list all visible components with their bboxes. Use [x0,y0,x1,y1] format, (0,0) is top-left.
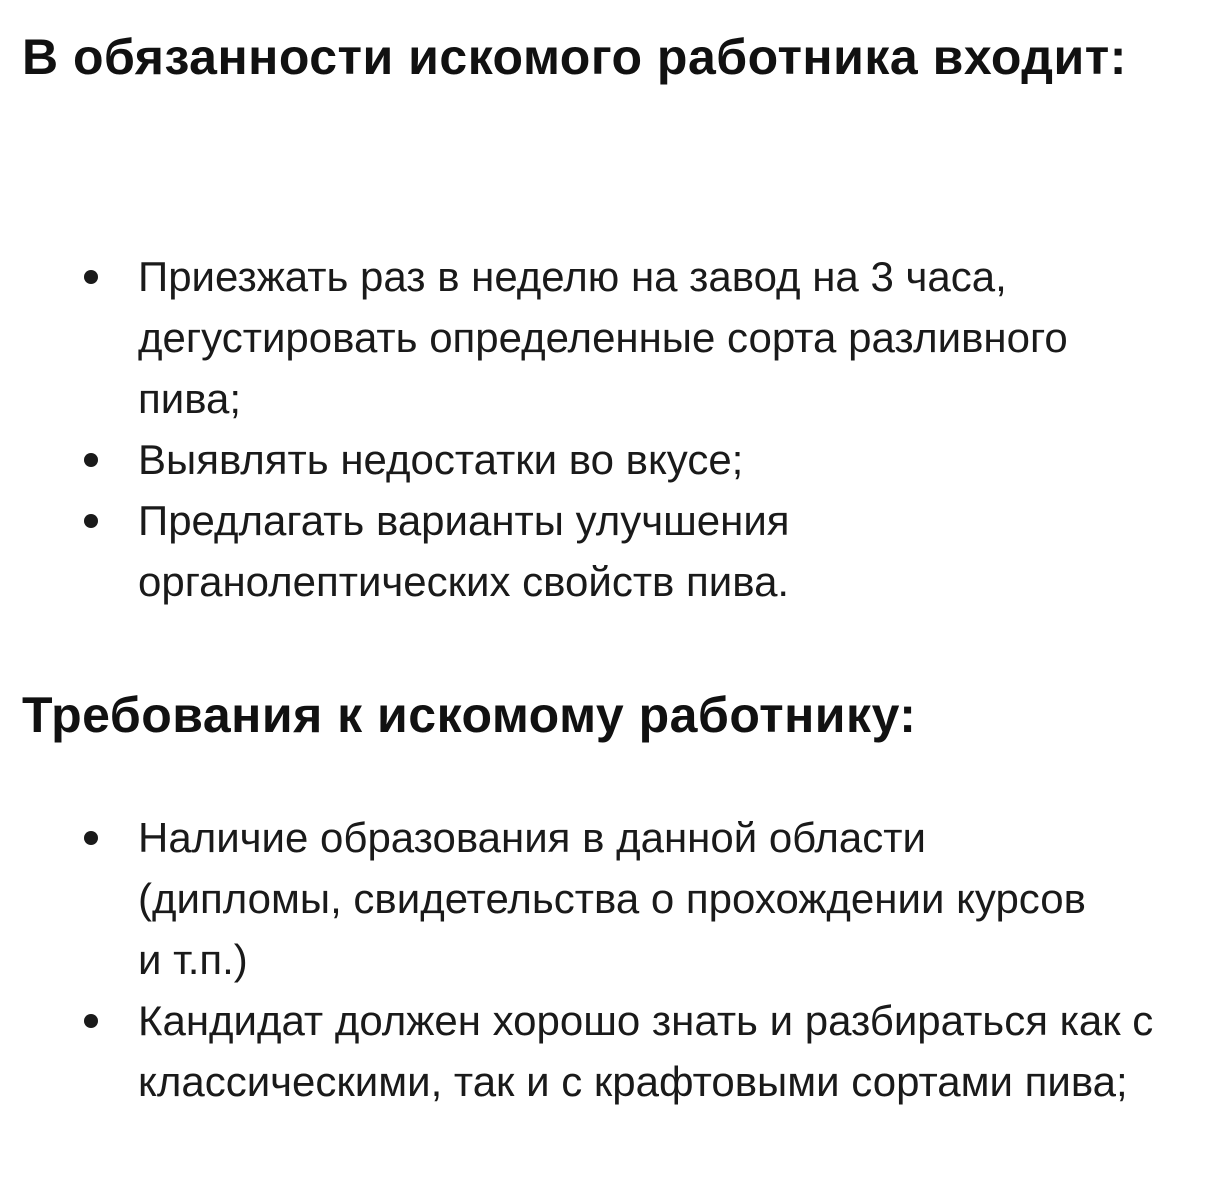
list-item [80,490,938,612]
bullet-icon [84,270,98,284]
list-item-text: Предлагать варианты улучшения органолептических свойств пива. [138,497,790,605]
duties-heading: В обязанности искомого работника входит: [22,29,1127,85]
list-item [80,246,1148,429]
requirements-list [80,807,1220,1112]
list-item [80,990,1213,1112]
requirements-heading: Требования к искомому работнику: [22,687,917,743]
list-item-text: Приезжать раз в неделю на завод на 3 часа, дегустировать определенные сорта разливного пива; [138,253,1068,422]
list-item-text: Наличие образования в данной области (дипломы, свидетельства о прохождении курсов и т.п.) [138,814,1086,983]
list-item [80,429,1210,490]
list-item-text: Кандидат должен хорошо знать и разбираться как с классическими, так и с крафтовыми сортами пива; [138,997,1154,1105]
list-item [80,807,1098,990]
bullet-icon [84,514,98,528]
duties-list [80,246,1210,612]
bullet-icon [84,1014,98,1028]
list-item-text: Выявлять недостатки во вкусе; [138,436,744,483]
bullet-icon [84,831,98,845]
bullet-icon [84,453,98,467]
